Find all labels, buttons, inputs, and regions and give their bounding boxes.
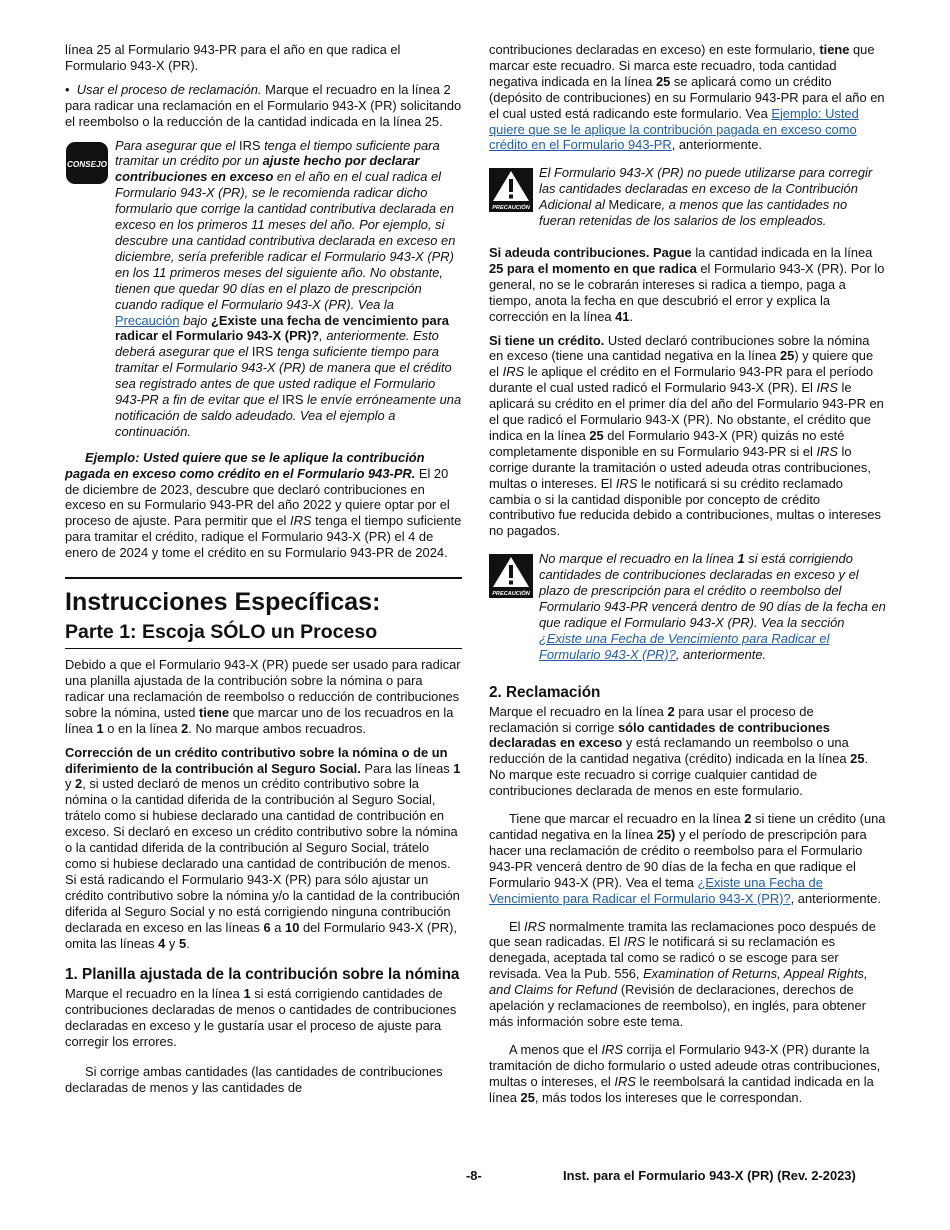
caution-note-medicare: PRECAUCIÓN El Formulario 943-X (PR) no puede utilizarse para corregir las cantidades declaradas en exceso de la Contribución Adicional al Medicare, a menos que las cantidades no fueran retenidas de los salarios de los empleados.	[489, 165, 886, 229]
example-title: Ejemplo: Usted quiere que se le aplique la contribución pagada en exceso como crédito en el Formulario 943-PR.	[65, 449, 425, 481]
paragraph-continued: línea 25 al Formulario 943-PR para el año en que radica el Formulario 943-X (PR).	[65, 42, 401, 73]
right-column	[489, 42, 886, 1113]
fecha-vencimiento-link-2[interactable]: ¿Existe una Fecha de Vencimiento para Radicar el Formulario 943-X (PR)?	[489, 874, 823, 906]
tip-note: CONSEJO Para asegurar que el IRS tenga el tiempo suficiente para tramitar un crédito por un ajuste hecho por declarar contribuciones en exceso en el año en el cual radica el Formulario 943-X (PR), se le recomienda radicar dicho formulario que corrige la cantidad contributiva declarada en exceso en los primeros 11 meses del año. Por ejemplo, si descubre una cantidad contributiva declarada en exceso en diciembre, sería preferible radicar el Formulario 943-X (PR) en los 11 primeros meses del siguiente año. No obstante, tienen que quedar 90 días en el plazo de prescripción cuando radique el Formulario 943-X (PR). Vea la Precaución bajo ¿Existe una fecha de vencimiento para radicar el Formulario 943-X (PR)?, anteriormente. Esto deberá asegurar que el IRS tenga suficiente tiempo para tramitar el Formulario 943-X (PR) de manera que el crédito sea registrado antes de que usted radique el Formulario 943-PR a fin de evitar que el IRS le envíe erróneamente una notificación de saldo adeudado. Vea el ejemplo a continuación.	[66, 137, 462, 439]
reclamacion-paragraph-1: Marque el recuadro en la línea 2 para usar el proceso de reclamación si corrige sólo cantidades de contribuciones declaradas en exceso y está reclamando un reembolso o una reducción de la cantidad negativa (crédito) indicada en la línea 25. No marque este recuadro si corrige cualquier cantidad de contribuciones declarada de menos en este formulario.	[489, 703, 869, 799]
caution-icon	[489, 554, 533, 598]
bullet-lead: Usar el proceso de reclamación.	[76, 81, 262, 97]
reclamacion-paragraph-3: El IRS normalmente tramita las reclamaciones poco después de que sean radicadas. El IRS le notificará si su reclamación es denegada, aceptada tal como se radicó o se escoge para ser revisada. Vea la Pub. 556, Examination of Returns, Appeal Rights, and Claims for Refund (Revisión de declaraciones, derechos de apelación y reclamaciones de reembolso), en inglés, para obtener más información sobre este tema.	[489, 918, 876, 1029]
fecha-vencimiento-link[interactable]: ¿Existe una Fecha de Vencimiento para Radicar el Formulario 943-X (PR)?	[539, 630, 830, 662]
ejemplo-link[interactable]: Ejemplo: Usted quiere que se le aplique la contribución pagada en exceso como crédito en el Formulario 943-PR	[489, 105, 859, 153]
subheading-reclamacion: 2. Reclamación	[489, 683, 601, 701]
credito-paragraph: Si tiene un crédito. Usted declaró contribuciones sobre la nómina en exceso (tiene una cantidad negativa en la línea 25) y quiere que el IRS le aplique el crédito en el Formulario 943-PR para el período durante el cual usted radicó el Formulario 943-X (PR). El IRS le aplicará su crédito en el primer día del año del Formulario 943-PR en el que radicó el Formulario 943-X (PR). No obstante, el crédito que indica en la línea 25 del Formulario 943-X (PR) quizás no esté completamente disponible en su Formulario 943-PR si el IRS lo corrige durante la tramitación o usted adeuda otras contribuciones, multas o intereses. El IRS le notificará si su crédito reclamado cambia o si la cantidad disponible por concepto de crédito contributivo fue reducida debido a contribuciones, multas o intereses no pagados.	[489, 332, 884, 539]
caution-icon-label: PRECAUCIÓN	[492, 205, 530, 212]
subheading-planilla: 1. Planilla ajustada de la contribución sobre la nómina	[65, 966, 460, 984]
part-rule	[65, 648, 462, 649]
credito-title: Si tiene un crédito.	[489, 332, 605, 348]
section-heading: Instrucciones Específicas:	[65, 588, 381, 617]
adeuda-paragraph: Si adeuda contribuciones. Pague la cantidad indicada en la línea 25 para el momento en que radica el Formulario 943-X (PR). Por lo general, no se le cobrarán intereses si radica a tiempo, paga a tiempo, anota la fecha en que descubrió el error y explica la corrección en la línea 41.	[489, 244, 885, 324]
caution-icon	[489, 168, 533, 212]
planilla-paragraph-1: Marque el recuadro en la línea 1 si está corrigiendo cantidades de contribuciones declaradas de menos o cantidades de contribuciones declaradas en exceso y le gustaría usar el proceso de ajuste para corregir los errores.	[65, 986, 457, 1050]
reclamacion-paragraph-4: A menos que el IRS corrija el Formulario 943-X (PR) durante la tramitación de dicho formulario o usted adeude otras contribuciones, multas o intereses, el IRS le reembolsará la cantidad indicada en la línea 25, más todos los intereses que le correspondan.	[489, 1041, 881, 1105]
tip-icon-label: CONSEJO	[66, 159, 108, 169]
bullet-reclamacion: • Usar el proceso de reclamación. Marque el recuadro en la línea 2 para radicar una reclamación en el Formulario 943-X (PR) solicitando el reembolso o la reducción de la cantidad indicada en la línea 25.	[65, 81, 462, 129]
adeuda-title: Si adeuda contribuciones.	[489, 244, 650, 260]
parte1-paragraph: Debido a que el Formulario 943-X (PR) puede ser usado para radicar una planilla ajustada de la contribución sobre la nómina o para radicar una reclamación de reembolso o reducción de contribuciones sobre la nómina, usted tiene que marcar uno de los recuadros en la línea 1 o en la línea 2. No marque ambos recuadros.	[65, 657, 461, 736]
page-number: -8-	[466, 1168, 482, 1183]
part-heading: Parte 1: Escoja SÓLO un Proceso	[65, 621, 378, 644]
tip-icon	[65, 141, 109, 185]
correccion-paragraph: Corrección de un crédito contributivo sobre la nómina o de un diferimiento de la contribución al Seguro Social. Para las líneas 1 y 2, si usted declaró de menos un crédito contributivo sobre la nómina o la cantidad diferida de la contribución al Seguro Social, trátelo como si hubiese declarado una cantidad de contribución en exceso. Si declaró en exceso un crédito contributivo sobre la nómina o la cantidad diferida de la contribución al Seguro Social, trátelo como si hubiese declarado una cantidad de contribución de menos. Si está radicando el Formulario 943-X (PR) para sólo ajustar un crédito contributivo sobre la nómina y/o la cantidad de la contribución diferida al Seguro Social y no está corrigiendo ninguna contribución declarada en exceso en las líneas 6 a 10 del Formulario 943-X (PR), omita las líneas 4 y 5.	[65, 744, 461, 951]
left-column	[65, 42, 462, 1104]
footer-title: Inst. para el Formulario 943-X (PR) (Rev. 2-2023)	[563, 1168, 856, 1183]
example-paragraph: Ejemplo: Usted quiere que se le aplique la contribución pagada en exceso como crédito en el Formulario 943-PR. El 20 de diciembre de 2023, descubre que declaró contribuciones en exceso en su Formulario 943-PR del año 2022 y quiere optar por el proceso de ajuste. Para permitir que el IRS tenga el tiempo suficiente para tramitar el crédito, radique el Formulario 943-X (PR) el 4 de enero de 2024 y tome el crédito en su Formulario 943-PR de 2024.	[65, 449, 462, 561]
reclamacion-paragraph-2: Tiene que marcar el recuadro en la línea 2 si tiene un crédito (una cantidad negativa en la línea 25) y el período de prescripción para hacer una reclamación de crédito o reembolso para el Formulario 943-PR vencerá dentro de 90 días de la fecha en que radique el Formulario 943-X (PR). Vea el tema ¿Existe una Fecha de Vencimiento para Radicar el Formulario 943-X (PR)?, anteriormente.	[489, 811, 886, 906]
correccion-title: Corrección de un crédito contributivo sobre la nómina o de un diferimiento de la contribución al Seguro Social.	[65, 744, 448, 776]
caution-icon-label: PRECAUCIÓN	[492, 591, 530, 598]
section-rule	[65, 577, 462, 579]
caution-note-reembolso: PRECAUCIÓN No marque el recuadro en la línea 1 si está corrigiendo cantidades de contribuciones declaradas en exceso y el plazo de prescripción para el crédito o reembolso del Formulario 943-PR vencerá dentro de 90 días de la fecha en que radique el Formulario 943-X (PR). Vea la sección ¿Existe una Fecha de Vencimiento para Radicar el Formulario 943-X (PR)?, anteriormente.	[489, 551, 886, 662]
precaucion-link[interactable]: Precaución	[115, 312, 180, 328]
planilla-paragraph-2: Si corrige ambas cantidades (las cantidades de contribuciones declaradas de menos y las cantidades de	[65, 1064, 443, 1095]
continued-paragraph: contribuciones declaradas en exceso) en este formulario, tiene que marcar este recuadro. Si marca este recuadro, toda cantidad negativa indicada en la línea 25 se aplicará como un crédito (depósito de contribuciones) en su Formulario 943-PR para el año en el cual usted está radicando este formulario. Vea Ejemplo: Usted quiere que se le aplique la contribución pagada en exceso como crédito en el Formulario 943-PR, anteriormente.	[489, 42, 885, 153]
